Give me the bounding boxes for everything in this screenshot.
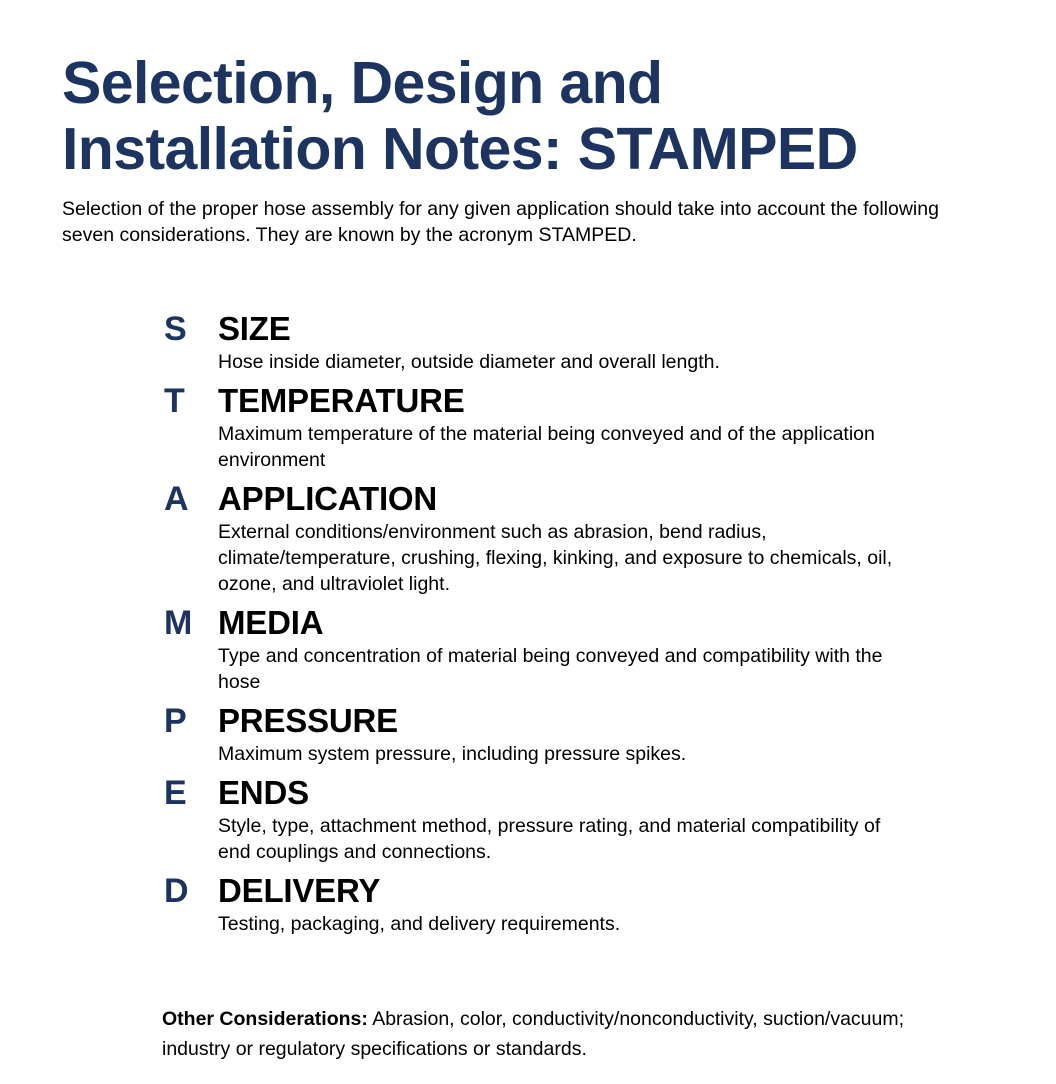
entry-title-application: APPLICATION	[218, 480, 438, 517]
stamped-entry-media	[218, 605, 1010, 695]
entry-description-media: Type and concentration of material being conveyed and compatibility with the hose	[218, 645, 883, 693]
intro-paragraph: Selection of the proper hose assembly for any given application should take into account the following seven considerations. They are known by the acronym STAMPED.	[62, 198, 939, 246]
stamped-letter-a: A	[164, 480, 189, 518]
entry-title-size: SIZE	[218, 310, 291, 347]
list-item	[150, 605, 1010, 695]
stamped-entry-pressure	[218, 703, 1010, 767]
page-title-line-2: Installation Notes: STAMPED	[62, 116, 858, 182]
entry-description-size: Hose inside diameter, outside diameter and overall length.	[218, 351, 720, 373]
other-considerations	[162, 1004, 962, 1064]
list-item	[150, 481, 1010, 597]
stamped-letter-s: S	[164, 310, 187, 348]
list-item	[150, 775, 1010, 865]
entry-title-media: MEDIA	[218, 604, 324, 641]
other-considerations-label: Other Considerations:	[162, 1008, 368, 1030]
stamped-entry-size	[218, 311, 1010, 375]
list-item	[150, 383, 1010, 473]
list-item	[150, 311, 1010, 375]
stamped-letter-t: T	[164, 382, 185, 420]
entry-description-application: External conditions/environment such as abrasion, bend radius, climate/temperature, crushing, flexing, kinking, and exposure to chemicals, oil, ozone, and ultraviolet light.	[218, 521, 893, 595]
entry-title-pressure: PRESSURE	[218, 702, 398, 739]
entry-title-ends: ENDS	[218, 774, 309, 811]
page-title	[62, 50, 992, 182]
stamped-entry-application	[218, 481, 1010, 597]
list-item	[150, 873, 1010, 937]
entry-description-delivery: Testing, packaging, and delivery requirements.	[218, 913, 621, 935]
list-item	[150, 703, 1010, 767]
other-considerations-text: Abrasion, color, conductivity/nonconductivity, suction/vacuum; industry or regulatory specifications or standards.	[162, 1008, 905, 1060]
stamped-letter-d: D	[164, 872, 189, 910]
entry-description-temperature: Maximum temperature of the material being conveyed and of the application environment	[218, 423, 875, 471]
stamped-entry-temperature	[218, 383, 1010, 473]
entry-description-ends: Style, type, attachment method, pressure rating, and material compatibility of end couplings and connections.	[218, 815, 881, 863]
stamped-letter-p: P	[164, 702, 187, 740]
stamped-list	[150, 311, 1010, 937]
stamped-letter-e: E	[164, 774, 187, 812]
entry-description-pressure: Maximum system pressure, including pressure spikes.	[218, 743, 687, 765]
stamped-letter-m: M	[164, 604, 193, 642]
stamped-entry-delivery	[218, 873, 1010, 937]
stamped-entry-ends	[218, 775, 1010, 865]
page-title-line-1: Selection, Design and	[62, 50, 663, 116]
entry-title-temperature: TEMPERATURE	[218, 382, 465, 419]
entry-title-delivery: DELIVERY	[218, 872, 381, 909]
